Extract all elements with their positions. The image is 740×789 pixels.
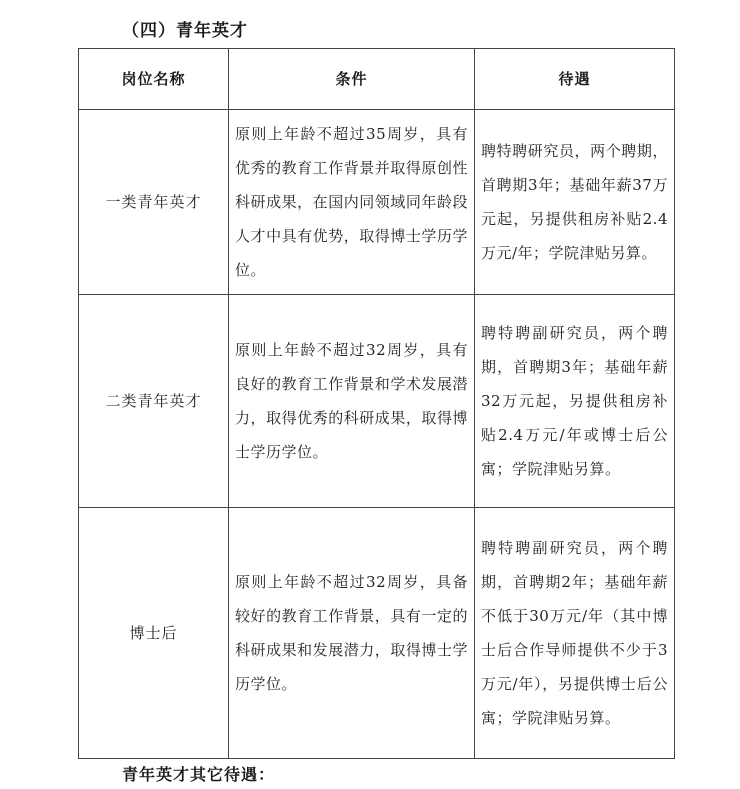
- header-benefit: 待遇: [475, 49, 675, 110]
- benefit-cell: 聘特聘研究员，两个聘期，首聘期3年；基础年薪37万元起，另提供租房补贴2.4万元/年；学院津贴另算。: [475, 110, 675, 295]
- table-row: [79, 295, 675, 508]
- position-cell: 一类青年英才: [79, 110, 229, 295]
- other-benefits-title: 青年英才其它待遇：: [122, 765, 276, 784]
- section-title: （四）青年英才: [122, 21, 248, 41]
- table-row: [79, 508, 675, 759]
- position-cell: 二类青年英才: [79, 295, 229, 508]
- condition-cell: 原则上年龄不超过32周岁，具有良好的教育工作背景和学术发展潜力，取得优秀的科研成果，取得博士学历学位。: [229, 295, 475, 508]
- table-header-row: [79, 49, 675, 110]
- table-row: [79, 110, 675, 295]
- header-position: 岗位名称: [79, 49, 229, 110]
- header-condition: 条件: [229, 49, 475, 110]
- benefit-cell: 聘特聘副研究员，两个聘期，首聘期3年；基础年薪32万元起，另提供租房补贴2.4万元/年或博士后公寓；学院津贴另算。: [475, 295, 675, 508]
- position-cell: 博士后: [79, 508, 229, 759]
- talent-table: [78, 48, 675, 759]
- condition-cell: 原则上年龄不超过35周岁，具有优秀的教育工作背景并取得原创性科研成果，在国内同领域同年龄段人才中具有优势，取得博士学历学位。: [229, 110, 475, 295]
- condition-cell: 原则上年龄不超过32周岁，具备较好的教育工作背景，具有一定的科研成果和发展潜力，取得博士学历学位。: [229, 508, 475, 759]
- benefit-cell: 聘特聘副研究员，两个聘期，首聘期2年；基础年薪不低于30万元/年（其中博士后合作导师提供不少于3万元/年），另提供博士后公寓；学院津贴另算。: [475, 508, 675, 759]
